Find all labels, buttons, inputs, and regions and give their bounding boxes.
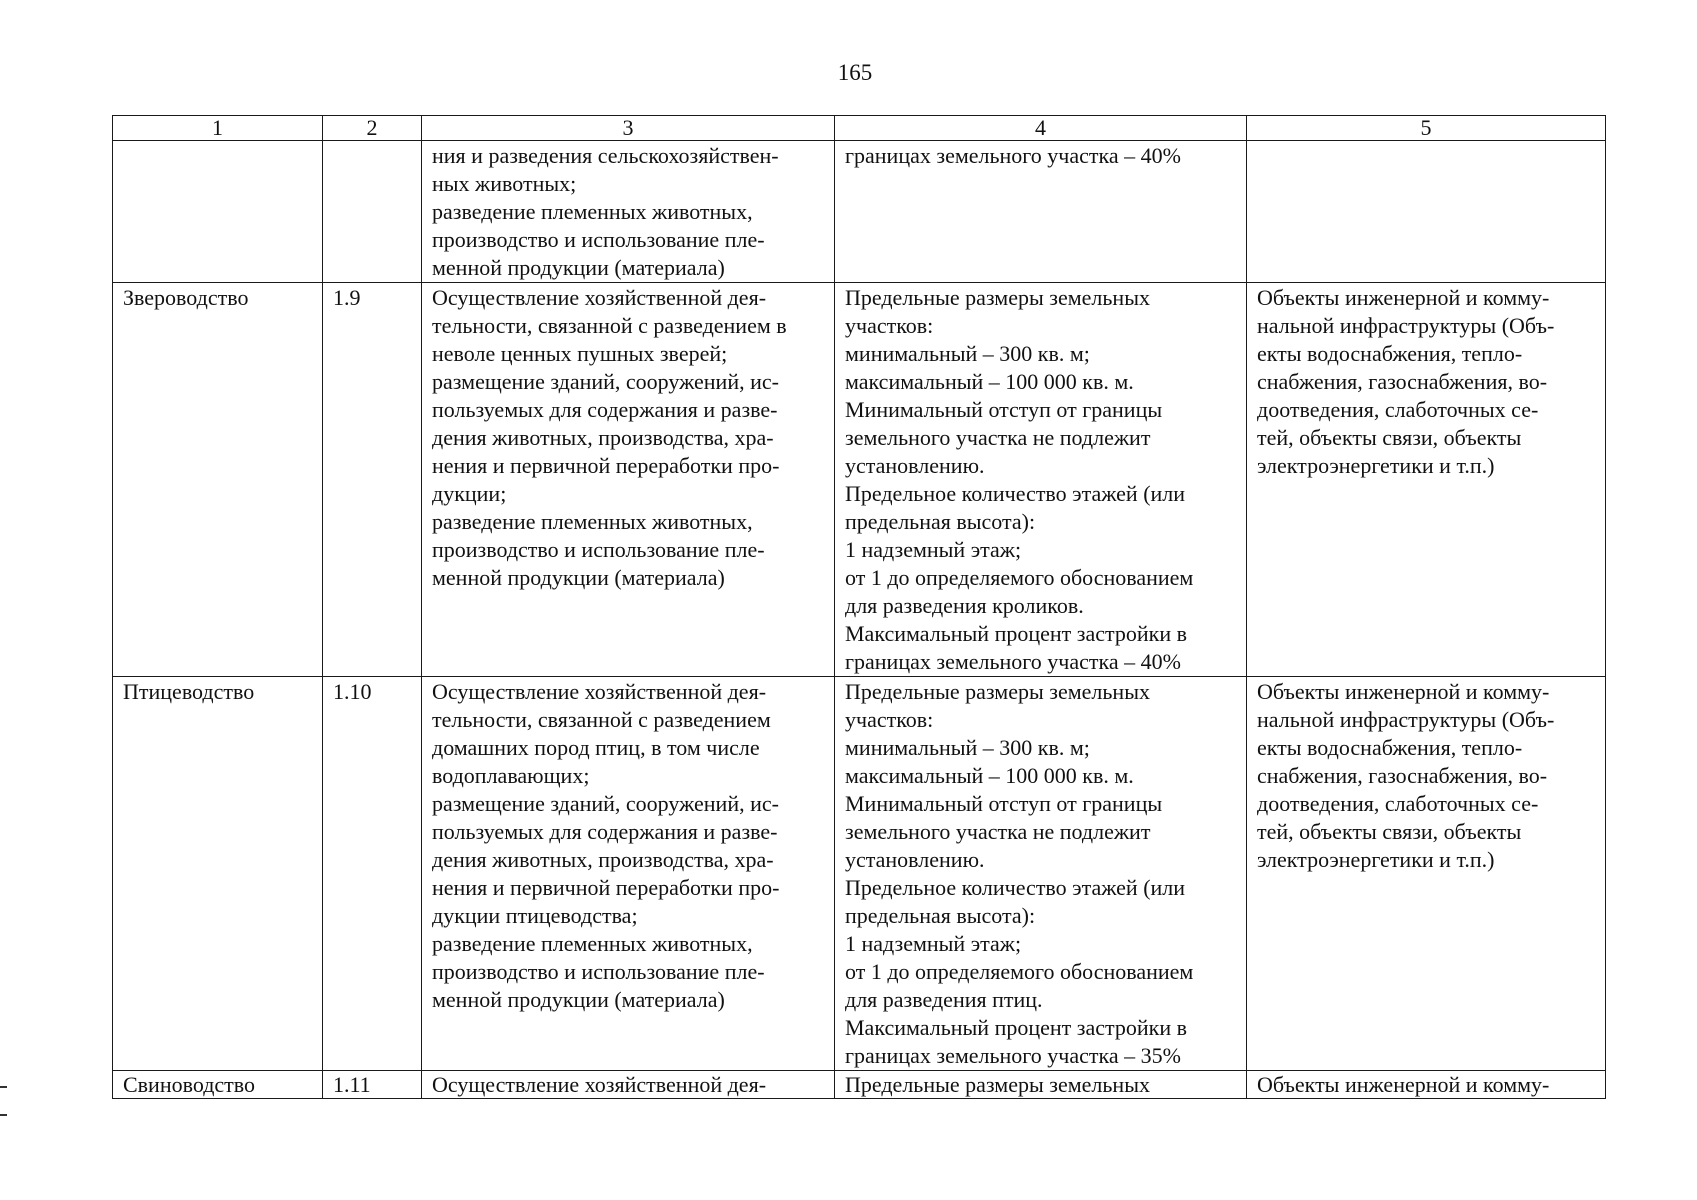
cell-line: предельная высота): — [845, 509, 1036, 534]
cell-line: снабжения, газоснабжения, во- — [1257, 369, 1548, 394]
cell-line: границах земельного участка – 35% — [845, 1043, 1181, 1068]
table-header-row — [113, 116, 1606, 141]
row-code — [323, 141, 422, 283]
cell-line: производство и использование пле- — [432, 959, 765, 984]
cell-line: Объекты инженерной и комму- — [1257, 1072, 1550, 1097]
row-objects — [1247, 141, 1606, 283]
column-header-1: 1 — [113, 116, 323, 141]
cell-line: неволе ценных пушных зверей; — [432, 341, 728, 366]
cell-line: 1 надземный этаж; — [845, 537, 1022, 562]
cell-line: ных животных; — [432, 171, 577, 196]
cell-line: менной продукции (материала) — [432, 987, 725, 1012]
cell-line: для разведения птиц. — [845, 987, 1043, 1012]
cell-line: Предельные размеры земельных — [845, 285, 1150, 310]
cell-line: дукции; — [432, 481, 507, 506]
cell-line: Максимальный процент застройки в — [845, 621, 1187, 646]
cell-line: минимальный – 300 кв. м; — [845, 735, 1090, 760]
cell-line: Предельные размеры земельных — [845, 679, 1150, 704]
cell-line: размещение зданий, сооружений, ис- — [432, 791, 779, 816]
cell-line: границах земельного участка – 40% — [845, 143, 1181, 168]
cell-line: земельного участка не подлежит — [845, 425, 1151, 450]
column-header-4: 4 — [835, 116, 1247, 141]
cell-line: Предельное количество этажей (или — [845, 875, 1186, 900]
row-parameters — [835, 677, 1247, 1071]
row-parameters — [835, 141, 1247, 283]
cell-line: 1 надземный этаж; — [845, 931, 1022, 956]
cell-line: производство и использование пле- — [432, 227, 765, 252]
scan-edge-mark — [0, 1086, 7, 1088]
row-objects — [1247, 1071, 1606, 1099]
cell-line: Минимальный отступ от границы — [845, 791, 1163, 816]
row-parameters — [835, 1071, 1247, 1099]
cell-line: доотведения, слаботочных се- — [1257, 791, 1539, 816]
row-code: 1.11 — [323, 1071, 422, 1099]
cell-line: нения и первичной переработки про- — [432, 453, 780, 478]
column-header-5: 5 — [1247, 116, 1606, 141]
cell-line: тельности, связанной с разведением в — [432, 313, 787, 338]
page-number: 165 — [837, 60, 873, 85]
cell-line: Минимальный отступ от границы — [845, 397, 1163, 422]
row-code: 1.9 — [323, 283, 422, 677]
cell-line: для разведения кроликов. — [845, 593, 1084, 618]
cell-line: установлению. — [845, 453, 985, 478]
row-code: 1.10 — [323, 677, 422, 1071]
cell-line: домашних пород птиц, в том числе — [432, 735, 760, 760]
cell-line: Предельные размеры земельных — [845, 1072, 1150, 1097]
row-parameters — [835, 283, 1247, 677]
row-name — [113, 141, 323, 283]
cell-line: екты водоснабжения, тепло- — [1257, 735, 1523, 760]
row-name: Свиноводство — [113, 1071, 323, 1099]
cell-line: Осуществление хозяйственной дея- — [432, 1072, 767, 1097]
row-objects — [1247, 677, 1606, 1071]
cell-line: пользуемых для содержания и разве- — [432, 397, 778, 422]
cell-line: предельная высота): — [845, 903, 1036, 928]
table-row — [113, 677, 1606, 1071]
column-header-2: 2 — [323, 116, 422, 141]
cell-line: Объекты инженерной и комму- — [1257, 679, 1550, 704]
cell-line: максимальный – 100 000 кв. м. — [845, 369, 1134, 394]
column-header-3: 3 — [422, 116, 835, 141]
cell-line: нальной инфраструктуры (Объ- — [1257, 707, 1555, 732]
cell-line: электроэнергетики и т.п.) — [1257, 453, 1495, 478]
cell-line: от 1 до определяемого обоснованием — [845, 565, 1194, 590]
cell-line: екты водоснабжения, тепло- — [1257, 341, 1523, 366]
cell-line: Осуществление хозяйственной дея- — [432, 285, 767, 310]
cell-line: снабжения, газоснабжения, во- — [1257, 763, 1548, 788]
cell-line: пользуемых для содержания и разве- — [432, 819, 778, 844]
cell-line: Объекты инженерной и комму- — [1257, 285, 1550, 310]
cell-line: участков: — [845, 707, 934, 732]
cell-line: дения животных, производства, хра- — [432, 847, 774, 872]
row-description — [422, 283, 835, 677]
cell-line: размещение зданий, сооружений, ис- — [432, 369, 779, 394]
cell-line: водоплавающих; — [432, 763, 590, 788]
cell-line: нения и первичной переработки про- — [432, 875, 780, 900]
cell-line: дения животных, производства, хра- — [432, 425, 774, 450]
cell-line: менной продукции (материала) — [432, 255, 725, 280]
row-objects — [1247, 283, 1606, 677]
cell-line: электроэнергетики и т.п.) — [1257, 847, 1495, 872]
cell-line: от 1 до определяемого обоснованием — [845, 959, 1194, 984]
row-description — [422, 1071, 835, 1099]
cell-line: дукции птицеводства; — [432, 903, 638, 928]
row-description — [422, 677, 835, 1071]
cell-line: разведение племенных животных, — [432, 931, 753, 956]
cell-line: установлению. — [845, 847, 985, 872]
cell-line: доотведения, слаботочных се- — [1257, 397, 1539, 422]
cell-line: тей, объекты связи, объекты — [1257, 425, 1522, 450]
row-name: Звероводство — [113, 283, 323, 677]
cell-line: нальной инфраструктуры (Объ- — [1257, 313, 1555, 338]
cell-line: Осуществление хозяйственной дея- — [432, 679, 767, 704]
table-row — [113, 1071, 1606, 1099]
cell-line: тельности, связанной с разведением — [432, 707, 771, 732]
cell-line: менной продукции (материала) — [432, 565, 725, 590]
cell-line: границах земельного участка – 40% — [845, 649, 1181, 674]
cell-line: Максимальный процент застройки в — [845, 1015, 1187, 1040]
cell-line: Предельное количество этажей (или — [845, 481, 1186, 506]
table-row — [113, 141, 1606, 283]
row-name: Птицеводство — [113, 677, 323, 1071]
cell-line: ния и разведения сельскохозяйствен- — [432, 143, 779, 168]
cell-line: максимальный – 100 000 кв. м. — [845, 763, 1134, 788]
scan-edge-mark — [0, 1114, 7, 1116]
cell-line: производство и использование пле- — [432, 537, 765, 562]
land-use-table — [112, 115, 1606, 1099]
cell-line: земельного участка не подлежит — [845, 819, 1151, 844]
table-row — [113, 283, 1606, 677]
cell-line: разведение племенных животных, — [432, 199, 753, 224]
row-description — [422, 141, 835, 283]
cell-line: участков: — [845, 313, 934, 338]
cell-line: минимальный – 300 кв. м; — [845, 341, 1090, 366]
cell-line: разведение племенных животных, — [432, 509, 753, 534]
cell-line: тей, объекты связи, объекты — [1257, 819, 1522, 844]
